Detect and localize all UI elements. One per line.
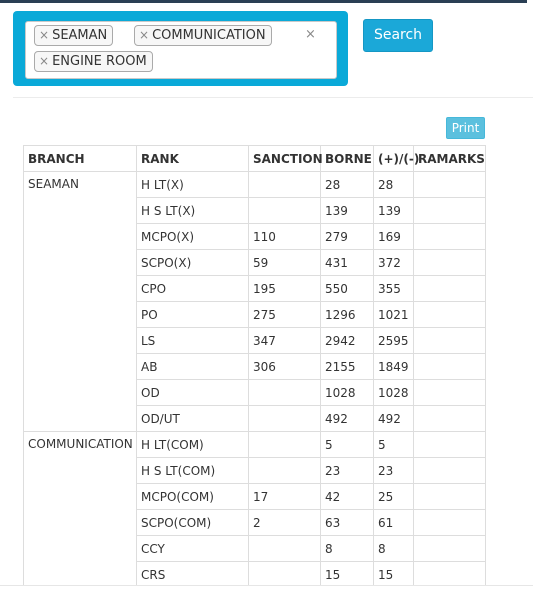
remarks-cell [414, 380, 486, 406]
table-row [24, 172, 486, 198]
remarks-cell [414, 406, 486, 432]
borne-cell: 23 [321, 458, 374, 484]
branch-cell: SEAMAN [24, 172, 137, 432]
rank-cell: PO [137, 302, 249, 328]
column-header-borne: BORNE [321, 146, 374, 172]
difference-cell: 1021 [374, 302, 414, 328]
tag-label: SEAMAN [52, 28, 108, 43]
remarks-cell [414, 510, 486, 536]
difference-cell: 1849 [374, 354, 414, 380]
difference-cell: 372 [374, 250, 414, 276]
difference-cell: 169 [374, 224, 414, 250]
sanction-cell: 110 [249, 224, 321, 250]
table-header-row [24, 146, 486, 172]
sanction-cell: 275 [249, 302, 321, 328]
rank-cell: H S LT(COM) [137, 458, 249, 484]
table-row [24, 432, 486, 458]
difference-cell: 25 [374, 484, 414, 510]
difference-cell: 15 [374, 562, 414, 588]
borne-cell: 492 [321, 406, 374, 432]
remarks-cell [414, 354, 486, 380]
remarks-cell [414, 302, 486, 328]
sanction-cell: 17 [249, 484, 321, 510]
branch-filter-panel [13, 11, 348, 86]
rank-cell: CPO [137, 276, 249, 302]
remarks-cell [414, 432, 486, 458]
rank-cell: LS [137, 328, 249, 354]
remove-tag-icon[interactable]: × [39, 28, 50, 42]
rank-cell: CRS [137, 562, 249, 588]
column-header-sanction: SANCTION [249, 146, 321, 172]
rank-cell: AB [137, 354, 249, 380]
rank-cell: OD/UT [137, 406, 249, 432]
tag-label: ENGINE ROOM [52, 54, 147, 69]
sanction-cell [249, 432, 321, 458]
borne-cell: 15 [321, 562, 374, 588]
selected-tag-communication [134, 25, 272, 46]
borne-cell: 8 [321, 536, 374, 562]
rank-cell: MCPO(X) [137, 224, 249, 250]
table-body [24, 172, 486, 588]
rank-cell: CCY [137, 536, 249, 562]
borne-cell: 2155 [321, 354, 374, 380]
remarks-cell [414, 250, 486, 276]
difference-cell: 1028 [374, 380, 414, 406]
search-button[interactable]: Search [363, 19, 433, 52]
column-header-rank: RANK [137, 146, 249, 172]
column-header-remarks: RAMARKS [414, 146, 486, 172]
rank-cell: SCPO(X) [137, 250, 249, 276]
selected-tag-seaman [34, 25, 113, 46]
remarks-cell [414, 172, 486, 198]
borne-cell: 431 [321, 250, 374, 276]
borne-cell: 63 [321, 510, 374, 536]
remarks-cell [414, 458, 486, 484]
difference-cell: 5 [374, 432, 414, 458]
rank-cell: H S LT(X) [137, 198, 249, 224]
difference-cell: 355 [374, 276, 414, 302]
remarks-cell [414, 328, 486, 354]
sanction-cell [249, 458, 321, 484]
borne-cell: 5 [321, 432, 374, 458]
difference-cell: 139 [374, 198, 414, 224]
remarks-cell [414, 536, 486, 562]
borne-cell: 2942 [321, 328, 374, 354]
rank-cell: OD [137, 380, 249, 406]
branch-cell: COMMUNICATION [24, 432, 137, 588]
print-button[interactable]: Print [446, 117, 485, 139]
remarks-cell [414, 484, 486, 510]
sanction-cell [249, 536, 321, 562]
difference-cell: 28 [374, 172, 414, 198]
sanction-cell [249, 562, 321, 588]
remarks-cell [414, 198, 486, 224]
tag-label: COMMUNICATION [152, 28, 266, 43]
borne-cell: 28 [321, 172, 374, 198]
page-bottom-edge [0, 585, 533, 591]
difference-cell: 2595 [374, 328, 414, 354]
borne-cell: 1296 [321, 302, 374, 328]
borne-cell: 1028 [321, 380, 374, 406]
remove-tag-icon[interactable]: × [139, 28, 150, 42]
sanction-cell [249, 406, 321, 432]
column-header-branch: BRANCH [24, 146, 137, 172]
clear-selection-icon[interactable]: × [305, 27, 316, 42]
sanction-cell [249, 198, 321, 224]
sanction-cell: 195 [249, 276, 321, 302]
difference-cell: 8 [374, 536, 414, 562]
rank-strength-table [23, 145, 486, 588]
rank-cell: H LT(X) [137, 172, 249, 198]
sanction-cell: 347 [249, 328, 321, 354]
borne-cell: 279 [321, 224, 374, 250]
sanction-cell: 306 [249, 354, 321, 380]
selected-tag-engine-room [34, 51, 153, 72]
remove-tag-icon[interactable]: × [39, 54, 50, 68]
difference-cell: 23 [374, 458, 414, 484]
section-divider [13, 97, 533, 98]
difference-cell: 61 [374, 510, 414, 536]
remarks-cell [414, 562, 486, 588]
rank-cell: MCPO(COM) [137, 484, 249, 510]
borne-cell: 550 [321, 276, 374, 302]
rank-cell: H LT(COM) [137, 432, 249, 458]
sanction-cell: 59 [249, 250, 321, 276]
remarks-cell [414, 276, 486, 302]
rank-cell: SCPO(COM) [137, 510, 249, 536]
sanction-cell [249, 380, 321, 406]
sanction-cell: 2 [249, 510, 321, 536]
difference-cell: 492 [374, 406, 414, 432]
remarks-cell [414, 224, 486, 250]
sanction-cell [249, 172, 321, 198]
borne-cell: 42 [321, 484, 374, 510]
borne-cell: 139 [321, 198, 374, 224]
top-navbar-strip [0, 0, 533, 3]
column-header-difference: (+)/(-) [374, 146, 414, 172]
